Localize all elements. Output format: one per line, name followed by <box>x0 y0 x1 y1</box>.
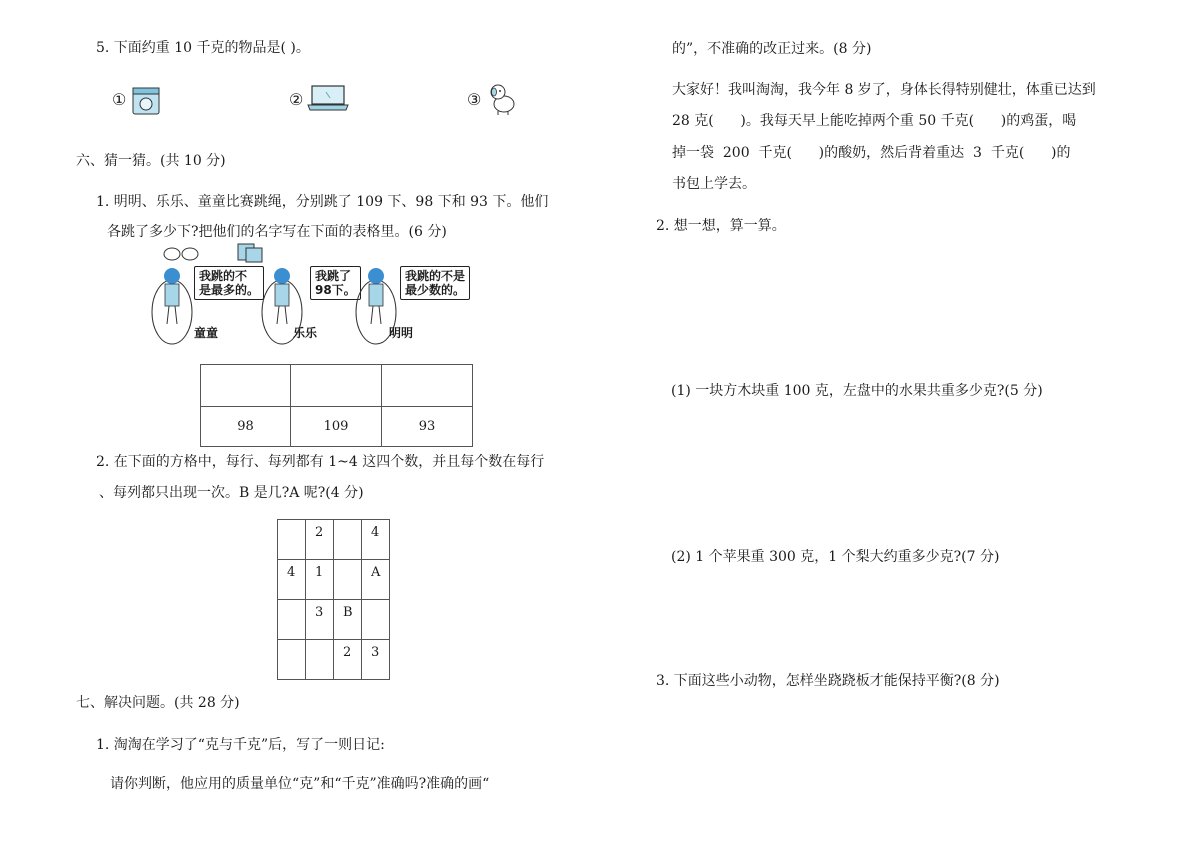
q2-sub1: (1) 一块方木块重 100 克，左盘中的水果共重多少克?(5 分) <box>671 383 1043 399</box>
name-blank-1[interactable] <box>201 365 291 407</box>
diary-line-3: 掉一袋 200 千克( )的酸奶，然后背着重达 3 千克( )的 <box>672 145 1071 161</box>
grid-cell-a: A <box>362 560 390 600</box>
grid-row <box>278 600 390 640</box>
puppy-icon <box>486 80 522 116</box>
grid-row <box>278 520 390 560</box>
s6-q2-line2: 、每列都只出现一次。B 是几?A 呢?(4 分) <box>99 485 364 501</box>
washing-machine-icon <box>131 84 161 116</box>
s7-q1-line1: 1. 淘淘在学习了“克与千克”后，写了一则日记: <box>96 737 385 753</box>
option-3-label: ③ <box>467 90 482 109</box>
kid-name-mingming: 明明 <box>389 326 414 340</box>
table-cell: 109 <box>290 407 381 447</box>
grid-cell: 3 <box>306 600 334 640</box>
laptop-icon <box>306 84 350 112</box>
s6-q1-line1: 1. 明明、乐乐、童童比赛跳绳，分别跳了 109 下、98 下和 93 下。他们 <box>96 194 549 210</box>
grid-cell: 4 <box>362 520 390 560</box>
grid-cell: 2 <box>334 640 362 680</box>
section-6-title: 六、猜一猜。(共 10 分) <box>76 153 226 169</box>
grid-cell <box>334 520 362 560</box>
bubble-lele: 我跳了 98下。 <box>310 266 361 300</box>
s6-q1-line2: 各跳了多少下?把他们的名字写在下面的表格里。(6 分) <box>107 224 447 240</box>
s7-q1-line2: 请你判断，他应用的质量单位“克”和“千克”准确吗?准确的画“ <box>110 776 490 792</box>
table-row-values <box>201 407 473 447</box>
latin-square-grid <box>277 519 390 680</box>
grid-cell: 4 <box>278 560 306 600</box>
grid-row <box>278 640 390 680</box>
option-1-label: ① <box>112 90 127 109</box>
bubble-mingming: 我跳的不是 最少数的。 <box>400 266 470 300</box>
diary-line-4: 书包上学去。 <box>672 176 756 192</box>
grid-cell: 3 <box>362 640 390 680</box>
top-decoration-icon <box>160 242 280 264</box>
section-7-title: 七、解决问题。(共 28 分) <box>76 695 240 711</box>
table-cell: 93 <box>382 407 473 447</box>
grid-cell <box>306 640 334 680</box>
grid-cell <box>362 600 390 640</box>
grid-cell: 1 <box>306 560 334 600</box>
table-row-names <box>201 365 473 407</box>
s6-q2-line1: 2. 在下面的方格中，每行、每列都有 1~4 这四个数，并且每个数在每行 <box>96 454 545 470</box>
grid-cell <box>334 560 362 600</box>
grid-cell: 2 <box>306 520 334 560</box>
q3-title: 3. 下面这些小动物，怎样坐跷跷板才能保持平衡?(8 分) <box>656 673 1000 689</box>
bubble-tongtong: 我跳的不 是最多的。 <box>194 266 264 300</box>
kid-name-lele: 乐乐 <box>293 326 318 340</box>
diary-line-1: 大家好！我叫淘淘，我今年 8 岁了，身体长得特别健壮，体重已达到 <box>672 82 1096 98</box>
name-blank-3[interactable] <box>382 365 473 407</box>
jump-rope-illustration <box>150 242 490 346</box>
grid-cell-b: B <box>334 600 362 640</box>
kid-name-tongtong: 童童 <box>194 326 219 340</box>
diary-line-2: 28 克( )。我每天早上能吃掉两个重 50 千克( )的鸡蛋，喝 <box>672 113 1077 129</box>
grid-cell <box>278 640 306 680</box>
kid-tongtong-figure <box>150 262 194 346</box>
grid-cell <box>278 520 306 560</box>
answer-table <box>200 364 473 447</box>
name-blank-2[interactable] <box>290 365 381 407</box>
q5-question: 5. 下面约重 10 千克的物品是( )。 <box>96 40 310 56</box>
grid-cell <box>278 600 306 640</box>
s7-q1-continuation: 的”，不准确的改正过来。(8 分) <box>672 41 872 57</box>
q2-sub2: (2) 1 个苹果重 300 克，1 个梨大约重多少克?(7 分) <box>671 549 1000 565</box>
grid-row <box>278 560 390 600</box>
table-cell: 98 <box>201 407 291 447</box>
q2-title: 2. 想一想，算一算。 <box>656 218 786 234</box>
option-2-label: ② <box>289 90 304 109</box>
